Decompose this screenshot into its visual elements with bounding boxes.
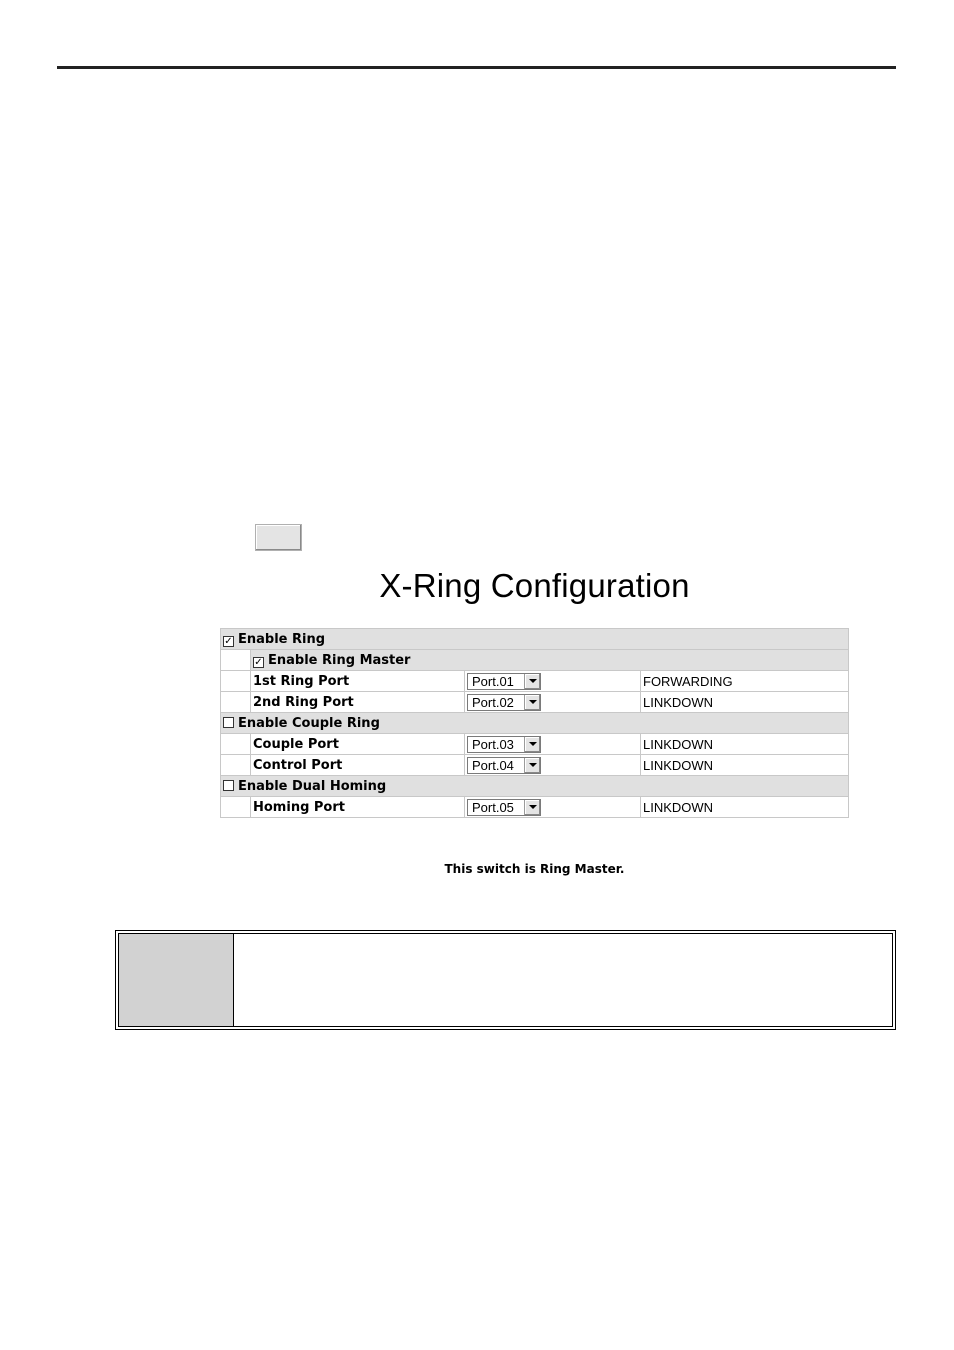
ring-port-2-label: 2nd Ring Port bbox=[251, 692, 465, 713]
homing-port-status: LINKDOWN bbox=[641, 797, 849, 818]
dropdown-arrow-icon bbox=[524, 800, 540, 815]
row-enable-ring bbox=[221, 629, 849, 650]
row-couple-port bbox=[221, 734, 849, 755]
dropdown-arrow-icon bbox=[524, 674, 540, 689]
checkmark-icon: ✓ bbox=[224, 635, 233, 647]
row-control-port bbox=[221, 755, 849, 776]
ring-port-2-status: LINKDOWN bbox=[641, 692, 849, 713]
enable-ring-master-checkbox[interactable] bbox=[253, 657, 264, 668]
row-enable-dual-homing bbox=[221, 776, 849, 797]
enable-dual-homing-checkbox[interactable] bbox=[223, 780, 234, 791]
control-port-status: LINKDOWN bbox=[641, 755, 849, 776]
dropdown-arrow-icon bbox=[524, 695, 540, 710]
couple-port-status: LINKDOWN bbox=[641, 734, 849, 755]
enable-ring-label: Enable Ring bbox=[238, 631, 326, 647]
enable-couple-ring-label: Enable Couple Ring bbox=[238, 715, 380, 731]
blank-button[interactable] bbox=[255, 524, 302, 551]
page-title: X-Ring Configuration bbox=[379, 567, 690, 604]
couple-port-select[interactable]: Port.03 bbox=[467, 736, 541, 753]
note-box bbox=[115, 930, 896, 1030]
enable-ring-master-label: Enable Ring Master bbox=[268, 652, 411, 668]
page-top-rule bbox=[57, 66, 896, 69]
ring-port-1-status: FORWARDING bbox=[641, 671, 849, 692]
xring-config-table bbox=[220, 628, 849, 818]
row-1st-ring-port bbox=[221, 671, 849, 692]
dropdown-arrow-icon bbox=[524, 758, 540, 773]
homing-port-label: Homing Port bbox=[251, 797, 465, 818]
control-port-select[interactable]: Port.04 bbox=[467, 757, 541, 774]
row-2nd-ring-port bbox=[221, 692, 849, 713]
note-content-cell bbox=[234, 934, 892, 1026]
row-enable-ring-master bbox=[221, 650, 849, 671]
ring-port-1-select[interactable]: Port.01 bbox=[467, 673, 541, 690]
ring-port-2-select[interactable]: Port.02 bbox=[467, 694, 541, 711]
couple-port-label: Couple Port bbox=[251, 734, 465, 755]
enable-dual-homing-label: Enable Dual Homing bbox=[238, 778, 387, 794]
checkmark-icon: ✓ bbox=[254, 656, 263, 668]
dropdown-arrow-icon bbox=[524, 737, 540, 752]
homing-port-select[interactable]: Port.05 bbox=[467, 799, 541, 816]
row-enable-couple-ring bbox=[221, 713, 849, 734]
ring-status-message: This switch is Ring Master. bbox=[444, 862, 625, 876]
enable-ring-checkbox[interactable] bbox=[223, 636, 234, 647]
note-label-cell bbox=[119, 934, 234, 1026]
control-port-label: Control Port bbox=[251, 755, 465, 776]
row-homing-port bbox=[221, 797, 849, 818]
ring-port-1-label: 1st Ring Port bbox=[251, 671, 465, 692]
enable-couple-ring-checkbox[interactable] bbox=[223, 717, 234, 728]
